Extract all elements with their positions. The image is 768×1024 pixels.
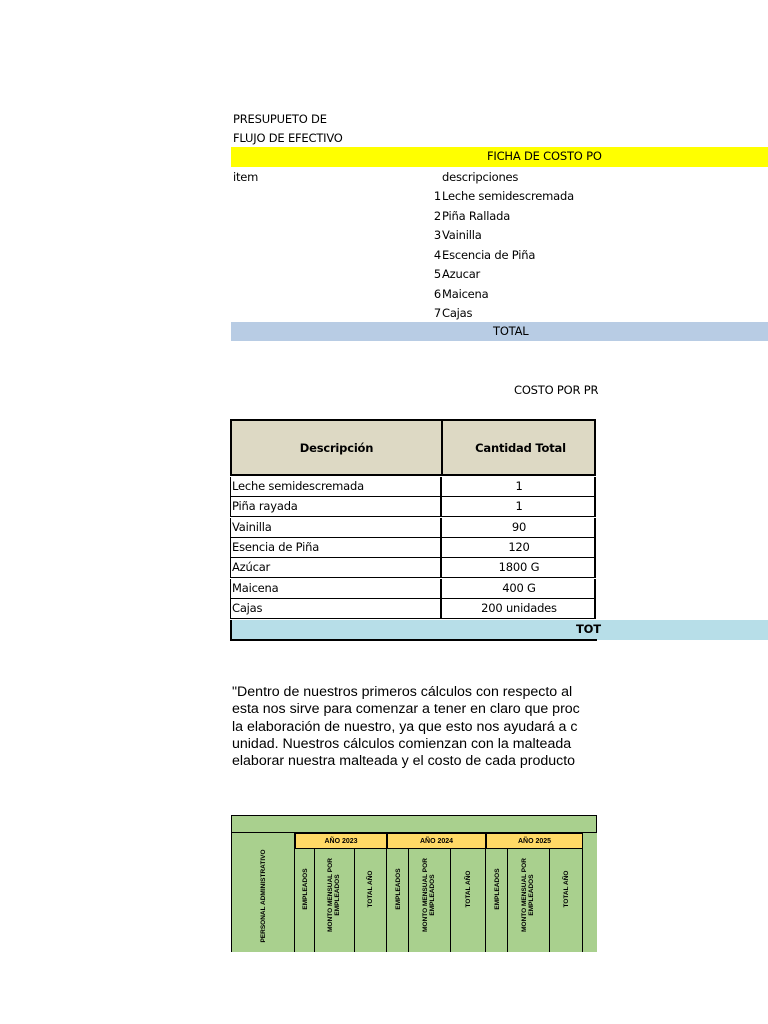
table1-title-line1: PRESUPUETO DE — [233, 112, 327, 126]
table2-row-descripcion: Cajas — [231, 599, 442, 618]
table2-row-descripcion: Leche semidescremada — [231, 477, 442, 496]
table1-header-row — [231, 168, 768, 188]
table1-row-desc: Escencia de Piña — [442, 247, 536, 262]
col-label: EMPLEADOS — [494, 868, 501, 910]
table1-row-num: 2 — [433, 208, 441, 223]
personnel-table-right-edge — [582, 833, 597, 952]
table2-total-border-left — [230, 620, 232, 641]
table2-row — [230, 497, 596, 517]
col-empleados-2024 — [387, 849, 409, 952]
personnel-table-top-band — [231, 815, 597, 833]
year-header-2023: AÑO 2023 — [295, 833, 387, 849]
paragraph-line: la elaboración de nuestro, ya que esto nos ayudará a c — [232, 718, 578, 735]
col-label: TOTAL AÑO — [367, 870, 374, 908]
paragraph-line: esta nos sirve para comenzar a tener en claro que proc — [232, 701, 580, 718]
col-total-2023 — [355, 849, 387, 952]
col-total-2024 — [451, 849, 486, 952]
table2-row — [230, 477, 596, 497]
table1-row-num: 1 — [433, 189, 441, 203]
col-empleados-2023 — [295, 849, 315, 952]
table2-total-band — [232, 620, 768, 640]
col-empleados-2025 — [486, 849, 508, 952]
col-label: MONTO MENSUAL POR EMPLEADOS — [327, 858, 341, 932]
table1-row — [231, 226, 768, 246]
col-label: EMPLEADOS — [395, 868, 402, 910]
personnel-left-header: PERSONAL ADMINISTRATIVO — [260, 849, 267, 943]
col-label: MONTO MENSUAL POR EMPLEADOS — [422, 858, 436, 932]
col-total-2025 — [550, 849, 583, 952]
table1-title — [233, 110, 343, 148]
table1-row — [231, 304, 768, 324]
table2-row-cantidad: 90 — [511, 519, 527, 534]
year-header-2025: AÑO 2025 — [486, 833, 583, 849]
table2-row-descripcion: Maicena — [231, 579, 442, 598]
table1-row — [231, 265, 768, 285]
table1-title-band — [231, 147, 768, 167]
table2-header-descripcion: Descripción — [232, 421, 443, 474]
table1-band-title: FICHA DE COSTO PO — [487, 149, 602, 163]
table2-row-cantidad: 120 — [508, 539, 530, 554]
paragraph-line: unidad. Nuestros cálculos comienzan con la malteada — [232, 735, 572, 752]
table1-row — [231, 246, 768, 266]
table2-row-descripcion: Azúcar — [231, 558, 442, 577]
personnel-table — [231, 815, 597, 952]
col-label: EMPLEADOS — [302, 868, 309, 910]
table2-row-descripcion: Esencia de Piña — [231, 538, 442, 557]
table1-row-desc: Piña Rallada — [442, 208, 511, 223]
table1-row-num: 7 — [433, 306, 441, 320]
col-monto-2024 — [409, 849, 451, 952]
col-monto-2023 — [315, 849, 355, 952]
table1-row — [231, 285, 768, 305]
table1-row — [231, 187, 768, 207]
table1-total-label: TOTAL — [493, 324, 529, 338]
col-label: MONTO MENSUAL POR EMPLEADOS — [521, 858, 535, 932]
col-label: TOTAL AÑO — [465, 870, 472, 908]
description-paragraph — [232, 684, 597, 770]
table2-header-cantidad: Cantidad Total — [475, 440, 566, 455]
table2-row-descripcion: Piña rayada — [231, 497, 442, 516]
table1-row-num: 3 — [433, 228, 441, 242]
table2-row — [230, 579, 596, 599]
table2-row — [230, 518, 596, 538]
table1-row-num: 6 — [433, 286, 441, 301]
paragraph-line: elaborar nuestra malteada y el costo de cada producto — [232, 753, 576, 770]
table1-header-desc: descripciones — [442, 170, 519, 184]
table1-row-desc: Vainilla — [442, 228, 482, 242]
table1-row — [231, 207, 768, 227]
table1-header-item: item — [233, 170, 259, 184]
paragraph-line: "Dentro de nuestros primeros cálculos con respecto al — [232, 684, 573, 700]
table1-title-line2: FLUJO DE EFECTIVO — [233, 131, 343, 145]
personnel-table-left-column — [231, 833, 295, 952]
table1-row-desc: Maicena — [442, 286, 489, 301]
col-monto-2025 — [508, 849, 550, 952]
table2-row-cantidad: 400 G — [502, 580, 536, 595]
costo-por-label: COSTO POR PR — [514, 383, 599, 397]
table2-row-cantidad: 1 — [515, 499, 523, 514]
table1-row-num: 4 — [433, 247, 441, 262]
table2-row — [230, 558, 596, 578]
table1-row-desc: Leche semidescremada — [442, 189, 574, 203]
table2-row-cantidad: 1 — [515, 479, 523, 493]
table2-row-cantidad: 1800 G — [498, 560, 540, 575]
table2-row-descripcion: Vainilla — [231, 518, 442, 537]
table1-row-desc: Cajas — [442, 306, 473, 320]
year-header-2024: AÑO 2024 — [387, 833, 486, 849]
table2-row — [230, 538, 596, 558]
table1-row-num: 5 — [433, 267, 441, 281]
table2-header — [230, 419, 596, 476]
table2-total-label: TOT — [576, 622, 601, 636]
col-label: TOTAL AÑO — [563, 870, 570, 908]
table2-row-cantidad: 200 unidades — [481, 600, 557, 615]
table2-total-border-bottom — [230, 639, 597, 641]
table1-total-band — [231, 322, 768, 341]
table1-row-desc: Azucar — [442, 267, 481, 281]
table2-row — [230, 599, 596, 619]
